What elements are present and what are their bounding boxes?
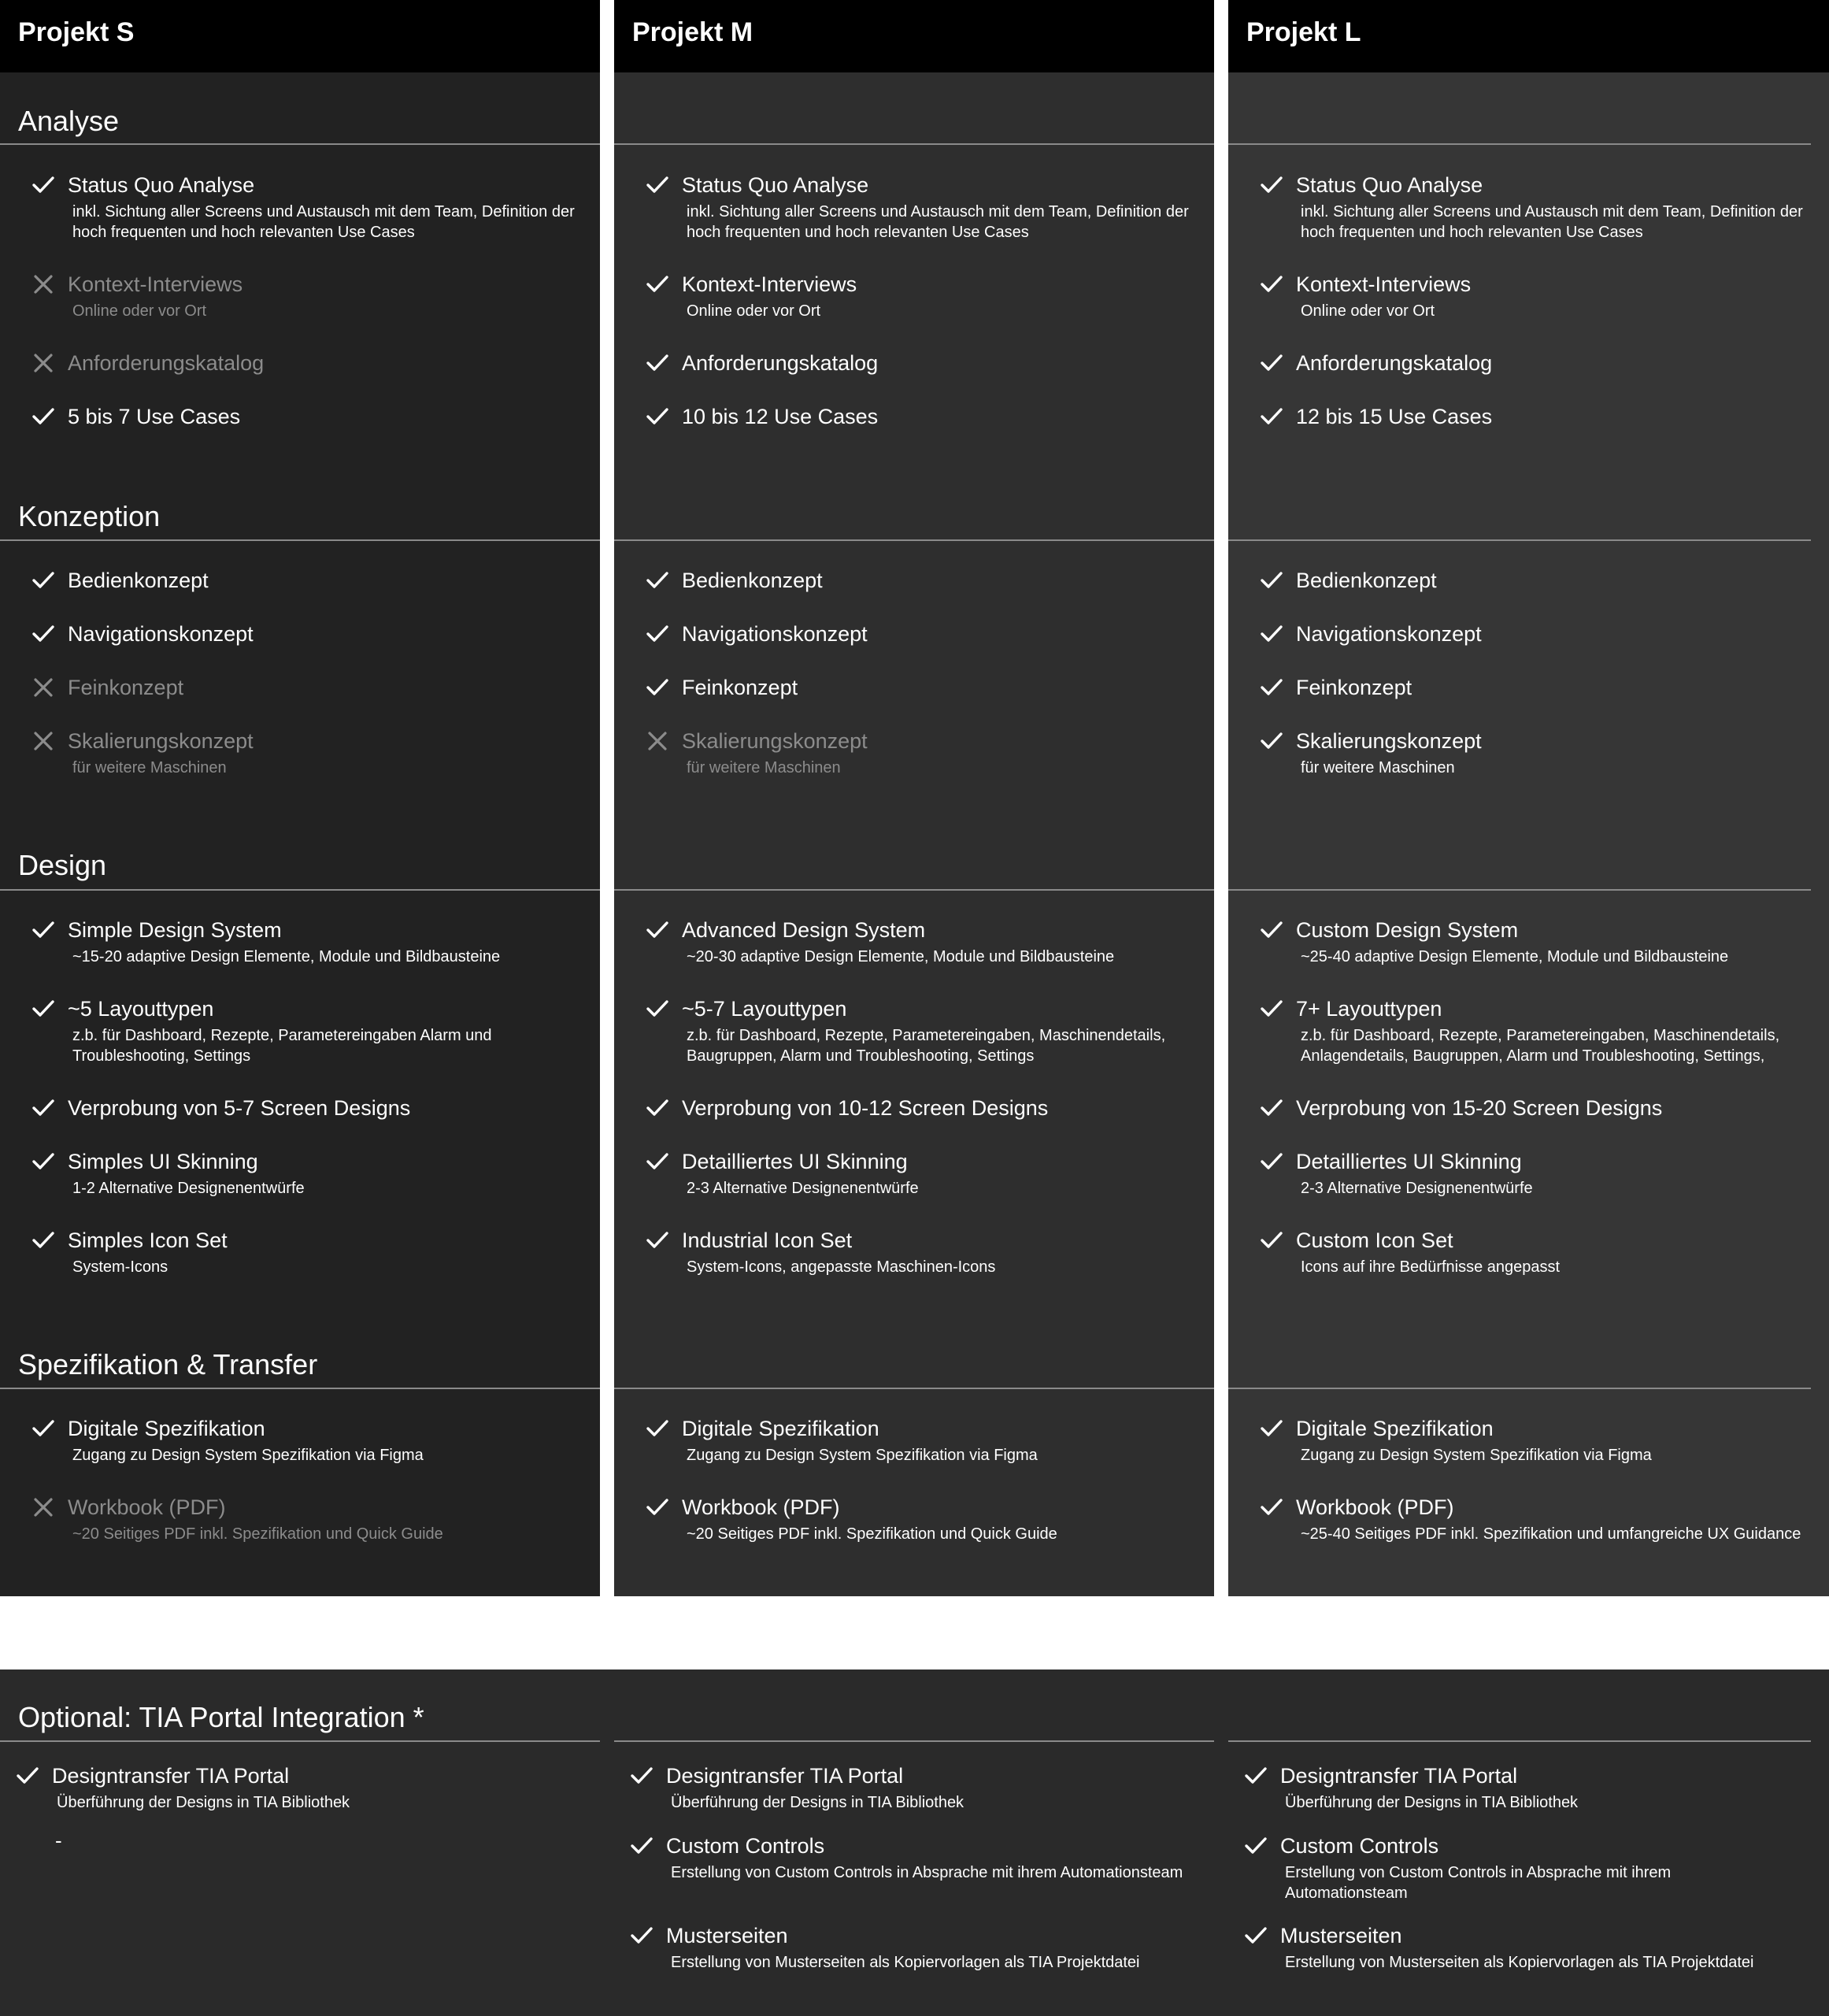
section-title-konzeption: Konzeption: [18, 500, 161, 532]
feature-label: Kontext-Interviews: [68, 272, 243, 296]
column-title: Projekt S: [18, 17, 135, 47]
feature-description: z.b. für Dashboard, Rezepte, Parametereingaben Alarm und Troubleshooting, Settings: [72, 1027, 492, 1065]
feature-label: Workbook (PDF): [1296, 1495, 1454, 1519]
feature-description: für weitere Maschinen: [687, 759, 841, 776]
feature-label: Skalierungskonzept: [1296, 729, 1482, 753]
feature-label: Detailliertes UI Skinning: [682, 1150, 908, 1173]
feature-description: 1-2 Alternative Designenentwürfe: [72, 1180, 305, 1197]
optional-column: [0, 1670, 600, 2016]
feature-label: Designtransfer TIA Portal: [52, 1764, 290, 1788]
check-icon: [31, 997, 55, 1021]
check-icon: [31, 1096, 55, 1120]
optional-column: [614, 1670, 1214, 2016]
check-icon: [1260, 997, 1283, 1021]
feature-label: Musterseiten: [1280, 1924, 1402, 1947]
feature-label: Skalierungskonzept: [682, 729, 868, 753]
feature-description: Icons auf ihre Bedürfnisse angepasst: [1301, 1258, 1561, 1276]
feature-description: Zugang zu Design System Spezifikation via Figma: [1301, 1447, 1652, 1464]
feature-label: Digitale Spezifikation: [68, 1417, 265, 1440]
feature-label: Anforderungskatalog: [68, 351, 265, 375]
optional-section: [0, 1670, 1829, 2016]
feature-description: für weitere Maschinen: [1301, 759, 1455, 776]
column-projekt-l: [1228, 0, 1829, 1596]
feature-description: Erstellung von Musterseiten als Kopiervorlagen als TIA Projektdatei: [671, 1954, 1140, 1971]
feature-description: ~20 Seitiges PDF inkl. Spezifikation und Quick Guide: [687, 1525, 1057, 1543]
section-divider: [1228, 539, 1811, 541]
check-icon: [31, 622, 55, 646]
check-icon: [16, 1764, 39, 1788]
check-icon: [1244, 1834, 1268, 1858]
feature-description: ~20 Seitiges PDF inkl. Spezifikation und Quick Guide: [72, 1525, 443, 1543]
section-divider: [614, 1388, 1214, 1389]
column-title: Projekt L: [1246, 17, 1361, 47]
empty-placeholder: -: [55, 1829, 62, 1852]
feature-label: Digitale Spezifikation: [1296, 1417, 1494, 1440]
feature-description: ~15-20 adaptive Design Elemente, Module und Bildbausteine: [72, 948, 501, 965]
feature-label: Bedienkonzept: [1296, 569, 1437, 592]
section-divider: [0, 1388, 600, 1389]
check-icon: [1260, 1417, 1283, 1440]
check-icon: [1260, 1150, 1283, 1173]
feature-label: 10 bis 12 Use Cases: [682, 405, 879, 428]
check-icon: [630, 1924, 653, 1947]
feature-label: Simple Design System: [68, 918, 282, 942]
check-icon: [1244, 1764, 1268, 1788]
section-divider: [614, 539, 1214, 541]
section-divider: [614, 889, 1214, 891]
feature-label: Navigationskonzept: [68, 622, 254, 646]
check-icon: [31, 1417, 55, 1440]
check-icon: [1260, 405, 1283, 428]
check-icon: [646, 918, 669, 942]
feature-label: ~5 Layouttypen: [68, 997, 214, 1021]
check-icon: [630, 1764, 653, 1788]
column-projekt-s: [0, 0, 600, 1596]
feature-label: Status Quo Analyse: [68, 173, 255, 197]
optional-column: [1228, 1670, 1811, 2016]
feature-label: Advanced Design System: [682, 918, 926, 942]
feature-label: 5 bis 7 Use Cases: [68, 405, 241, 428]
feature-description: Erstellung von Musterseiten als Kopiervorlagen als TIA Projektdatei: [1285, 1954, 1754, 1971]
feature-label: Anforderungskatalog: [682, 351, 879, 375]
check-icon: [1260, 729, 1283, 753]
feature-description: Zugang zu Design System Spezifikation via Figma: [687, 1447, 1038, 1464]
check-icon: [630, 1834, 653, 1858]
check-icon: [1260, 351, 1283, 375]
section-title-analyse: Analyse: [18, 105, 120, 137]
feature-label: Feinkonzept: [682, 676, 798, 699]
check-icon: [646, 1495, 669, 1519]
feature-label: Workbook (PDF): [682, 1495, 840, 1519]
cross-icon: [31, 351, 55, 375]
feature-description: ~20-30 adaptive Design Elemente, Module und Bildbausteine: [687, 948, 1115, 965]
section-divider: [0, 889, 600, 891]
feature-description: ~25-40 adaptive Design Elemente, Module und Bildbausteine: [1301, 948, 1729, 965]
check-icon: [646, 173, 669, 197]
check-icon: [646, 1150, 669, 1173]
section-divider: [614, 143, 1214, 145]
check-icon: [31, 569, 55, 592]
feature-description: inkl. Sichtung aller Screens und Austausch mit dem Team, Definition der hoch frequenten und hoch relevanten Use Cases: [1301, 203, 1803, 241]
cross-icon: [31, 729, 55, 753]
feature-label: Industrial Icon Set: [682, 1228, 853, 1252]
check-icon: [1260, 173, 1283, 197]
feature-label: 12 bis 15 Use Cases: [1296, 405, 1493, 428]
feature-description: Überführung der Designs in TIA Bibliothek: [57, 1794, 350, 1811]
feature-label: Custom Design System: [1296, 918, 1519, 942]
check-icon: [646, 1417, 669, 1440]
feature-label: 7+ Layouttypen: [1296, 997, 1442, 1021]
column-header: [0, 0, 600, 72]
feature-label: Designtransfer TIA Portal: [666, 1764, 904, 1788]
column-title: Projekt M: [632, 17, 753, 47]
check-icon: [31, 918, 55, 942]
optional-title: Optional: TIA Portal Integration *: [18, 1701, 424, 1733]
feature-description: z.b. für Dashboard, Rezepte, Parametereingaben, Maschinendetails, Anlagendetails, Baugruppen, Alarm und Troubleshooting, Settings,: [1301, 1027, 1780, 1065]
feature-label: Workbook (PDF): [68, 1495, 226, 1519]
check-icon: [31, 1150, 55, 1173]
section-divider: [1228, 1388, 1811, 1389]
feature-label: Kontext-Interviews: [1296, 272, 1472, 296]
feature-description: für weitere Maschinen: [72, 759, 227, 776]
feature-label: Anforderungskatalog: [1296, 351, 1493, 375]
check-icon: [646, 622, 669, 646]
feature-description: 2-3 Alternative Designenentwürfe: [1301, 1180, 1533, 1197]
check-icon: [646, 405, 669, 428]
check-icon: [1260, 676, 1283, 699]
feature-description: z.b. für Dashboard, Rezepte, Parametereingaben, Maschinendetails, Baugruppen, Alarm und Troubleshooting, Settings: [687, 1027, 1166, 1065]
check-icon: [646, 569, 669, 592]
column-projekt-m: [614, 0, 1214, 1596]
feature-label: Feinkonzept: [68, 676, 184, 699]
feature-label: Custom Controls: [1280, 1834, 1439, 1858]
feature-label: Digitale Spezifikation: [682, 1417, 879, 1440]
check-icon: [1260, 1495, 1283, 1519]
feature-description: System-Icons, angepasste Maschinen-Icons: [687, 1258, 996, 1276]
feature-label: Status Quo Analyse: [1296, 173, 1483, 197]
check-icon: [646, 272, 669, 296]
feature-label: Simples Icon Set: [68, 1228, 228, 1252]
check-icon: [646, 1228, 669, 1252]
column-header: [614, 0, 1214, 72]
feature-label: Verprobung von 10-12 Screen Designs: [682, 1096, 1049, 1120]
check-icon: [1260, 622, 1283, 646]
section-divider: [1228, 143, 1811, 145]
feature-label: Kontext-Interviews: [682, 272, 857, 296]
check-icon: [31, 1228, 55, 1252]
feature-label: Navigationskonzept: [682, 622, 868, 646]
check-icon: [646, 1096, 669, 1120]
check-icon: [1260, 1228, 1283, 1252]
check-icon: [1260, 272, 1283, 296]
feature-label: Designtransfer TIA Portal: [1280, 1764, 1518, 1788]
check-icon: [646, 997, 669, 1021]
feature-description: Erstellung von Custom Controls in Absprache mit ihrem Automationsteam: [671, 1864, 1183, 1881]
feature-label: Custom Controls: [666, 1834, 825, 1858]
feature-description: ~25-40 Seitiges PDF inkl. Spezifikation und umfangreiche UX Guidance: [1301, 1525, 1801, 1543]
feature-description: inkl. Sichtung aller Screens und Austausch mit dem Team, Definition der hoch frequenten und hoch relevanten Use Cases: [72, 203, 575, 241]
check-icon: [1260, 918, 1283, 942]
feature-label: Skalierungskonzept: [68, 729, 254, 753]
feature-label: Feinkonzept: [1296, 676, 1412, 699]
column-header: [1228, 0, 1829, 72]
feature-label: Status Quo Analyse: [682, 173, 869, 197]
cross-icon: [646, 729, 669, 753]
feature-label: Bedienkonzept: [682, 569, 823, 592]
check-icon: [646, 676, 669, 699]
cross-icon: [31, 1495, 55, 1519]
feature-label: Detailliertes UI Skinning: [1296, 1150, 1522, 1173]
check-icon: [31, 405, 55, 428]
check-icon: [646, 351, 669, 375]
section-divider: [0, 143, 600, 145]
feature-description: inkl. Sichtung aller Screens und Austausch mit dem Team, Definition der hoch frequenten und hoch relevanten Use Cases: [687, 203, 1189, 241]
feature-label: Verprobung von 15-20 Screen Designs: [1296, 1096, 1663, 1120]
section-divider: [1228, 889, 1811, 891]
feature-label: Custom Icon Set: [1296, 1228, 1453, 1252]
check-icon: [1260, 1096, 1283, 1120]
check-icon: [1244, 1924, 1268, 1947]
feature-description: System-Icons: [72, 1258, 168, 1276]
cross-icon: [31, 676, 55, 699]
feature-label: Bedienkonzept: [68, 569, 209, 592]
check-icon: [1260, 569, 1283, 592]
feature-description: 2-3 Alternative Designenentwürfe: [687, 1180, 919, 1197]
feature-description: Überführung der Designs in TIA Bibliothek: [671, 1794, 964, 1811]
section-divider: [0, 539, 600, 541]
cross-icon: [31, 272, 55, 296]
feature-label: ~5-7 Layouttypen: [682, 997, 847, 1021]
feature-description: Online oder vor Ort: [1301, 302, 1435, 320]
feature-description: Erstellung von Custom Controls in Absprache mit ihrem Automationsteam: [1285, 1864, 1672, 1902]
section-title-design: Design: [18, 849, 107, 881]
feature-description: Online oder vor Ort: [687, 302, 821, 320]
feature-description: Online oder vor Ort: [72, 302, 207, 320]
feature-description: Zugang zu Design System Spezifikation via Figma: [72, 1447, 424, 1464]
feature-label: Verprobung von 5-7 Screen Designs: [68, 1096, 411, 1120]
section-title-spezifikation: Spezifikation & Transfer: [18, 1348, 318, 1380]
feature-label: Simples UI Skinning: [68, 1150, 258, 1173]
feature-label: Navigationskonzept: [1296, 622, 1482, 646]
feature-label: Musterseiten: [666, 1924, 788, 1947]
feature-description: Überführung der Designs in TIA Bibliothek: [1285, 1794, 1579, 1811]
check-icon: [31, 173, 55, 197]
